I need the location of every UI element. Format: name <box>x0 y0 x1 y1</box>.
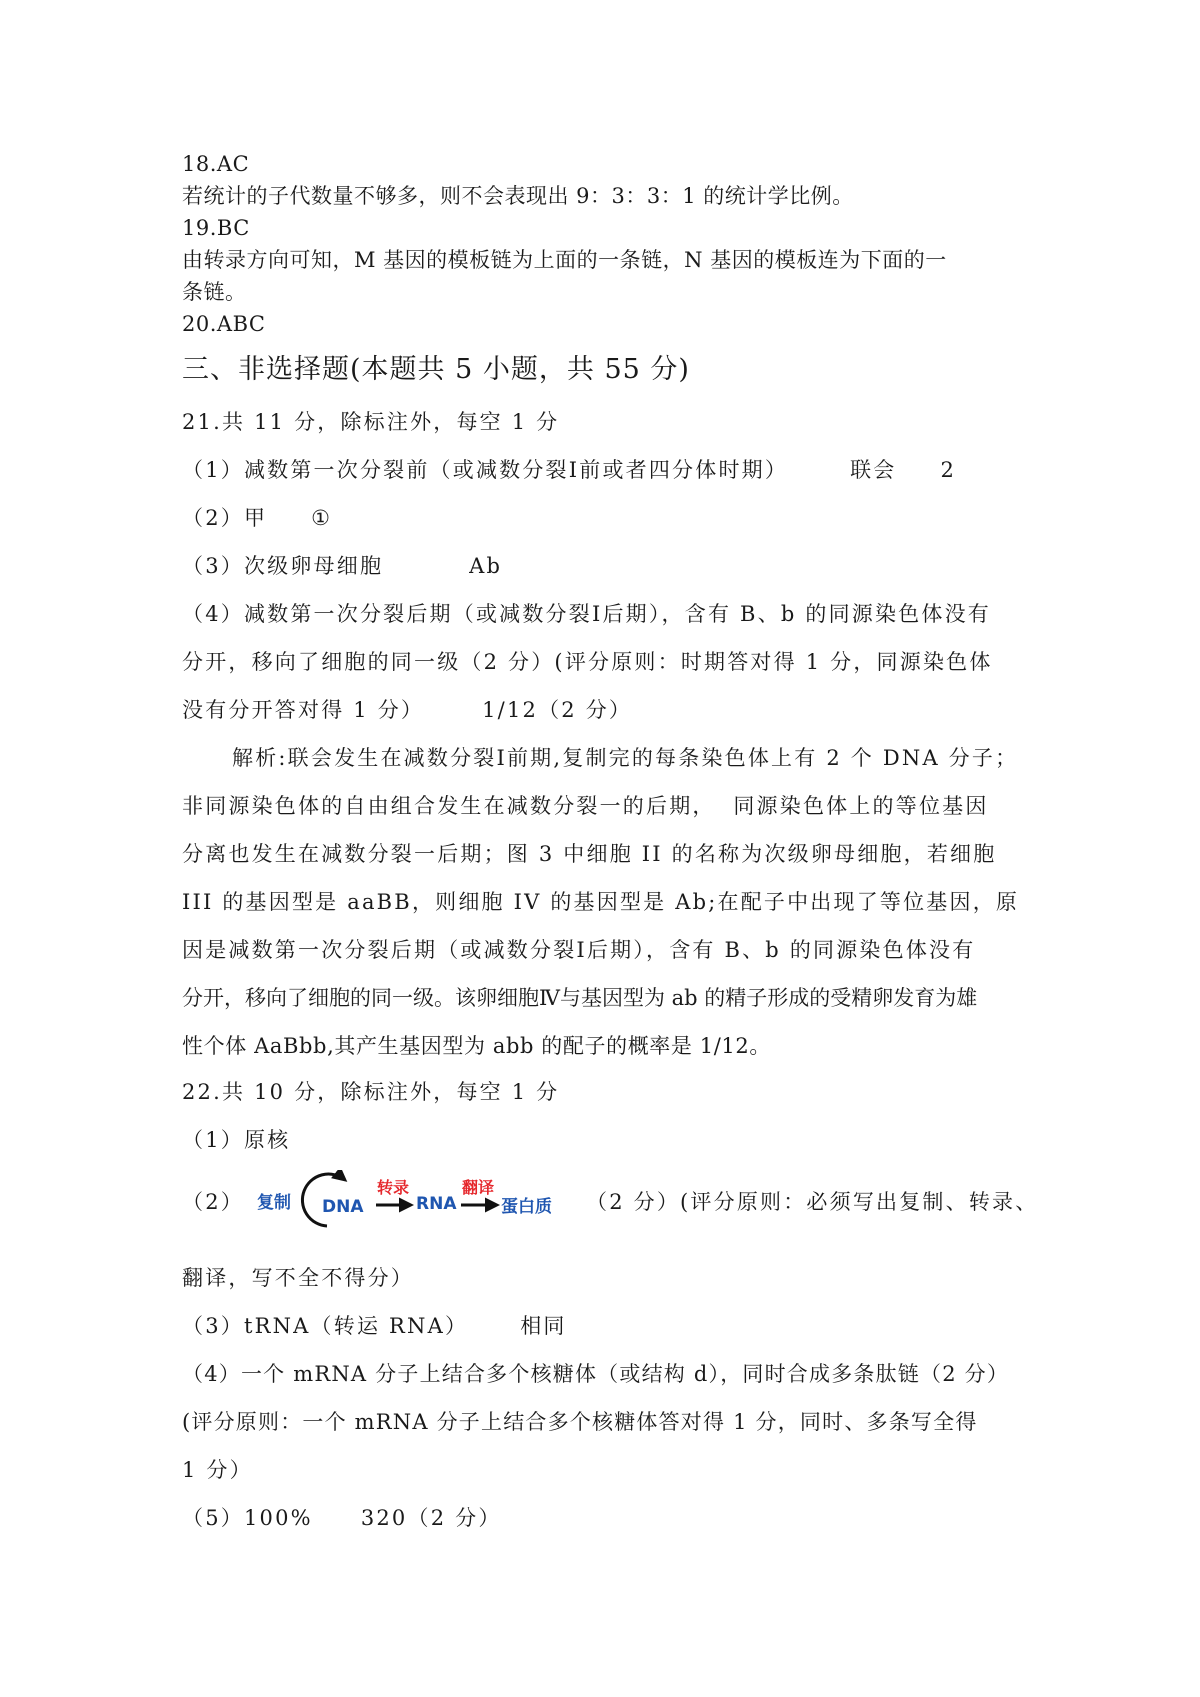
q21-p2-label: （2）甲 <box>182 506 268 530</box>
q20-answer: 20.ABC <box>182 312 266 336</box>
q21-p4-line1: （4）减数第一次分裂后期（或减数分裂Ⅰ后期），含有 B、b 的同源染色体没有 <box>182 602 991 626</box>
q21-header: 21.共 11 分，除标注外，每空 1 分 <box>182 410 560 434</box>
replication-label: 复制 <box>257 1193 291 1213</box>
rna-label: RNA <box>416 1194 457 1214</box>
q21-part1 <box>182 454 956 486</box>
q22-part1: （1）原核 <box>182 1128 291 1152</box>
q21-p4-line3a: 没有分开答对得 1 分） <box>182 698 425 722</box>
q19-explanation-line1: 由转录方向可知，M 基因的模板链为上面的一条链，N 基因的模板连为下面的一 <box>182 248 947 272</box>
q19-answer: 19.BC <box>182 216 250 240</box>
q18-answer: 18.AC <box>182 152 250 176</box>
q22-p2-line2: 翻译，写不全不得分） <box>182 1266 414 1290</box>
q21-part2 <box>182 502 332 534</box>
q21-p4-line2: 分开，移向了细胞的同一级（2 分）(评分原则：时期答对得 1 分，同源染色体 <box>182 650 993 674</box>
q18-explanation: 若统计的子代数量不够多，则不会表现出 9：3：3：1 的统计学比例。 <box>182 184 854 208</box>
q21-part3 <box>182 550 502 582</box>
translation-label: 翻译 <box>462 1178 495 1197</box>
q21-analysis-line4: III 的基因型是 aaBB，则细胞 IV 的基因型是 Ab;在配子中出现了等位基因，原 <box>182 890 1020 914</box>
section3-heading: 三、非选择题(本题共 5 小题，共 55 分) <box>182 354 690 385</box>
q21-p4-line3 <box>182 694 632 726</box>
q22-p5-label: （5）100% <box>182 1506 313 1530</box>
q21-p1-answer3: 2 <box>940 458 957 482</box>
q22-header: 22.共 10 分，除标注外，每空 1 分 <box>182 1080 560 1104</box>
q21-analysis-line5: 因是减数第一次分裂后期（或减数分裂Ⅰ后期），含有 B、b 的同源染色体没有 <box>182 938 976 962</box>
dna-label: DNA <box>322 1197 364 1217</box>
transcription-label: 转录 <box>377 1178 410 1197</box>
q21-analysis-line1: 解析:联会发生在减数分裂Ⅰ前期,复制完的每条染色体上有 2 个 DNA 分子； <box>232 746 1019 770</box>
q19-explanation-line2: 条链。 <box>182 280 247 304</box>
q21-p1-answer2: 联会 <box>850 458 897 482</box>
q22-part5 <box>182 1502 502 1534</box>
protein-label: 蛋白质 <box>501 1197 552 1217</box>
q22-part3 <box>182 1310 567 1342</box>
q21-analysis-line6: 分开，移向了细胞的同一级。该卵细胞Ⅳ与基因型为 ab 的精子形成的受精卵发育为雄 <box>182 986 978 1010</box>
q22-p4-line2: (评分原则：一个 mRNA 分子上结合多个核糖体答对得 1 分，同时、多条写全得 <box>182 1410 978 1434</box>
q21-analysis-line7: 性个体 AaBbb,其产生基因型为 abb 的配子的概率是 1/12。 <box>182 1034 771 1058</box>
q22-p4-line1: （4）一个 mRNA 分子上结合多个核糖体（或结构 d），同时合成多条肽链（2 分） <box>182 1362 1010 1386</box>
central-dogma-diagram <box>249 1170 561 1230</box>
q22-p3-answer2: 相同 <box>520 1314 567 1338</box>
q22-p3-label: （3）tRNA（转运 RNA） <box>182 1314 469 1338</box>
q21-p4-line3b: 1/12（2 分） <box>482 698 633 722</box>
q22-p2-label: （2） <box>182 1190 244 1214</box>
q21-p2-answer2: ① <box>311 506 333 530</box>
q22-p2-after: （2 分）(评分原则：必须写出复制、转录、 <box>586 1190 1039 1214</box>
q22-p5-answer2: 320（2 分） <box>360 1506 502 1530</box>
q22-p4-line3: 1 分） <box>182 1458 253 1482</box>
q21-p1-label: （1）减数第一次分裂前（或减数分裂Ⅰ前或者四分体时期） <box>182 458 789 482</box>
q21-p3-answer2: Ab <box>469 554 503 578</box>
q21-analysis-line3: 分离也发生在减数分裂一后期；图 3 中细胞 II 的名称为次级卵母细胞，若细胞 <box>182 842 997 866</box>
q21-p3-label: （3）次级卵母细胞 <box>182 554 384 578</box>
q21-analysis-line2: 非同源染色体的自由组合发生在减数分裂一的后期， 同源染色体上的等位基因 <box>182 794 989 818</box>
